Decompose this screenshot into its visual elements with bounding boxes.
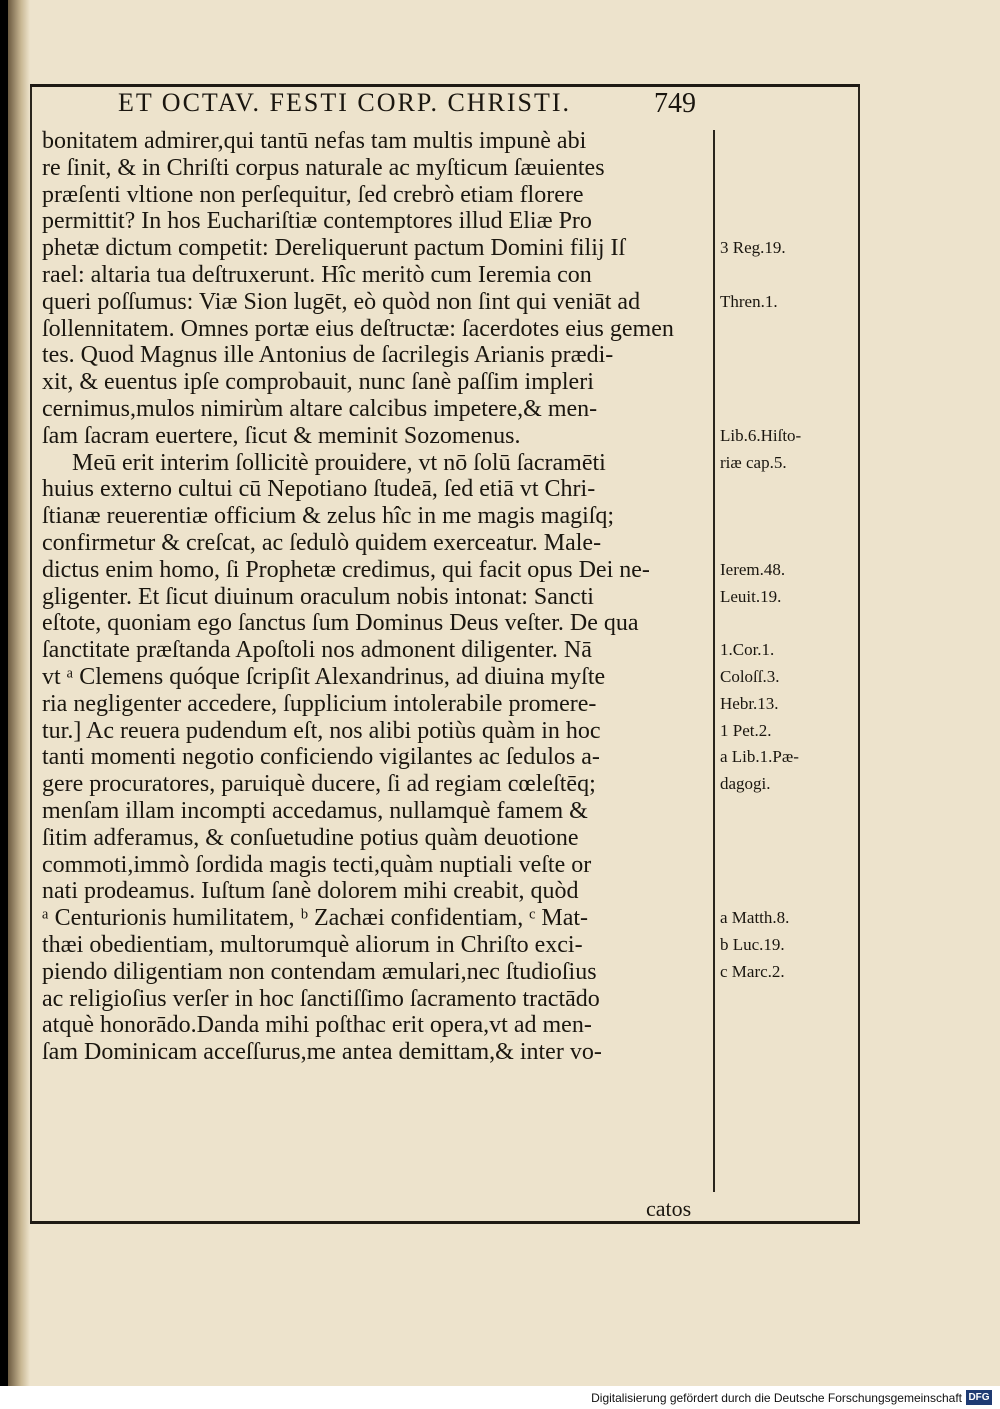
margin-note: 1.Cor.1. xyxy=(720,640,775,660)
text-line: confirmetur & creſcat, ac ſedulò quidem exerceatur. Male- xyxy=(42,529,602,556)
page-number: 749 xyxy=(654,88,696,119)
margin-note: 3 Reg.19. xyxy=(720,238,786,258)
frame-left-rule xyxy=(30,84,32,1224)
text-line: ᵃ Centurionis humilitatem, ᵇ Zachæi confidentiam, ᶜ Mat- xyxy=(42,905,589,932)
text-line: tes. Quod Magnus ille Antonius de ſacrilegis Arianis prædi- xyxy=(42,342,614,369)
margin-note: c Marc.2. xyxy=(720,961,785,981)
margin-note: riæ cap.5. xyxy=(720,452,787,472)
text-line: phetæ dictum competit: Dereliquerunt pactum Domini filij Iſ xyxy=(42,235,626,262)
text-line: cernimus,mulos nimirùm altare calcibus impetere,& men- xyxy=(42,395,598,422)
text-line: gere procuratores, paruiquè ducere, ſi ad regiam cœleſtēq; xyxy=(42,771,596,798)
margin-note: Coloſſ.3. xyxy=(720,667,780,686)
frame-right-rule xyxy=(858,84,860,1224)
text-line: bonitatem admirer,qui tantū nefas tam multis impunè abi xyxy=(42,128,587,154)
text-line: eſtote, quoniam ego ſanctus ſum Dominus Deus veſter. De qua xyxy=(42,610,639,637)
text-line: atquè honorādo.Danda mihi poſthac erit opera,vt ad men- xyxy=(42,1012,592,1039)
catchword: catos xyxy=(646,1196,692,1221)
margin-note: Leuit.19. xyxy=(720,586,782,606)
footer-credit: Digitalisierung gefördert durch die Deutsche Forschungsgemeinschaft xyxy=(591,1391,962,1405)
text-line: vt ᵃ Clemens quóque ſcripſit Alexandrinus, ad diuina myſte xyxy=(42,663,606,690)
text-line: rael: altaria tua deſtruxerunt. Hîc meritò cum Ieremia con xyxy=(42,261,592,288)
text-line: piendo diligentiam non contendam æmulari,nec ſtudioſius xyxy=(42,958,597,985)
text-line: menſam illam incompti accedamus, nullamquè famem & xyxy=(42,797,588,824)
margin-note: 1 Pet.2. xyxy=(720,720,772,740)
text-line: tanti momenti negotio conficiendo vigilantes ac ſedulos a- xyxy=(42,744,600,771)
scanned-page xyxy=(8,0,1000,1386)
margin-note: Lib.6.Hiſto- xyxy=(720,425,802,445)
text-line: ria negligenter accedere, ſupplicium intolerabile promere- xyxy=(42,690,597,717)
dfg-logo: DFG xyxy=(966,1390,992,1405)
text-line: ſtianæ reuerentiæ officium & zelus hîc in me magis magiſq; xyxy=(42,503,615,530)
text-line: Meū erit interim ſollicitè prouidere, vt nō ſolū ſacramēti xyxy=(72,449,606,476)
text-line: xit, & euentus ipſe comprobauit, nunc ſanè paſſim impleri xyxy=(42,369,594,396)
footer-rule xyxy=(30,1221,860,1224)
margin-note: Thren.1. xyxy=(720,291,778,311)
text-line: præſenti vltione non perſequitur, ſed crebrò etiam florere xyxy=(42,181,584,208)
margin-note: a Lib.1.Pæ- xyxy=(720,747,799,767)
header-rule xyxy=(30,84,860,87)
text-line: ſollennitatem. Omnes portæ eius deſtructæ: ſacerdotes eius gemen xyxy=(42,315,674,342)
text-line: re ſinit, & in Chriſti corpus naturale ac myſticum ſæuientes xyxy=(42,154,605,181)
margin-note: Hebr.13. xyxy=(720,693,779,713)
text-line: permittit? In hos Euchariſtiæ contemptores illud Eliæ Pro xyxy=(42,208,592,235)
running-title: ET OCTAV. FESTI CORP. CHRISTI. xyxy=(118,88,572,117)
text-line: ac religioſius verſer in hoc ſanctiſſimo ſacramento tractādo xyxy=(42,985,600,1012)
text-line: tur.] Ac reuera pudendum eſt, nos alibi potiùs quàm in hoc xyxy=(42,717,601,744)
margin-note: dagogi. xyxy=(720,774,771,794)
text-line: huius externo cultui cū Nepotiano ſtudeā, ſed etiā vt Chri- xyxy=(42,476,596,503)
margin-note: Ierem.48. xyxy=(720,559,786,579)
text-line: dictus enim homo, ſi Prophetæ credimus, qui facit opus Dei ne- xyxy=(42,556,650,583)
text-line: ſam Dominicam acceſſurus,me antea demittam,& inter vo- xyxy=(42,1039,602,1066)
text-line: nati prodeamus. Iuſtum ſanè dolorem mihi creabit, quòd xyxy=(42,878,579,905)
text-line: ſitim adferamus, & conſuetudine potius quàm deuotione xyxy=(42,824,579,851)
text-line: thæi obedientiam, multorumquè aliorum in Chriſto exci- xyxy=(42,931,583,958)
text-line: commoti,immò ſordida magis tecti,quàm nuptiali veſte or xyxy=(42,851,592,878)
text-line: queri poſſumus: Viæ Sion lugēt, eò quòd non ſint qui veniāt ad xyxy=(42,288,641,315)
text-line: gligenter. Et ſicut diuinum oraculum nobis intonat: Sancti xyxy=(42,583,594,610)
margin-note: b Luc.19. xyxy=(720,935,785,954)
text-line: ſam ſacram euertere, ſicut & meminit Sozomenus. xyxy=(42,422,521,449)
text-line: ſanctitate præſtanda Apoſtoli nos admonent diligenter. Nā xyxy=(42,637,592,664)
margin-note: a Matth.8. xyxy=(720,908,790,928)
body-text xyxy=(42,128,714,1066)
